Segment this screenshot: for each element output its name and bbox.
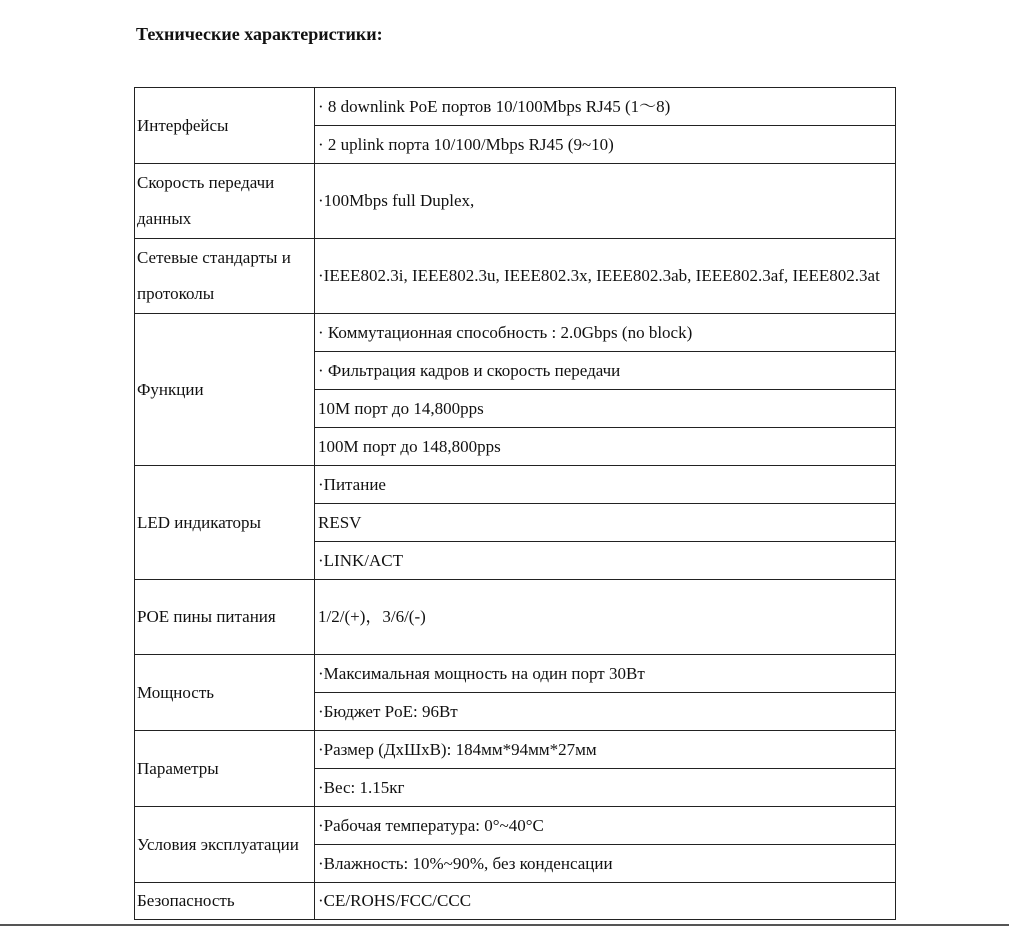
row-value-params-1: ·Размер (ДхШхВ): 184мм*94мм*27мм <box>315 731 896 769</box>
row-value-led-3: ·LINK/ACT <box>315 542 896 580</box>
row-value-conditions-1: ·Рабочая температура: 0°~40°C <box>315 807 896 845</box>
row-value-conditions-2: ·Влажность: 10%~90%, без конденсации <box>315 845 896 883</box>
row-value-functions-3: 10M порт до 14,800pps <box>315 390 896 428</box>
row-label-params: Параметры <box>135 731 315 807</box>
row-value-led-2: RESV <box>315 504 896 542</box>
row-label-functions: Функции <box>135 314 315 466</box>
spec-table <box>134 87 896 920</box>
row-value-power-2: ·Бюджет PoE: 96Вт <box>315 693 896 731</box>
row-value-poe-pins: 1/2/(+)，3/6/(-) <box>315 580 896 655</box>
row-label-speed: Скорость передачи данных <box>135 164 315 239</box>
table-row <box>135 883 896 920</box>
row-value-safety: ·CE/ROHS/FCC/CCC <box>315 883 896 920</box>
page-title: Технические характеристики: <box>136 24 383 44</box>
row-label-poe-pins: POE пины питания <box>135 580 315 655</box>
row-label-safety: Безопасность <box>135 883 315 920</box>
table-row <box>135 731 896 769</box>
row-value-speed: ·100Mbps full Duplex, <box>315 164 896 239</box>
row-value-interfaces-1: · 8 downlink PoE портов 10/100Mbps RJ45 (1～8) <box>315 88 896 126</box>
row-value-power-1: ·Максимальная мощность на один порт 30Вт <box>315 655 896 693</box>
table-row <box>135 239 896 314</box>
table-row <box>135 314 896 352</box>
page-bottom-divider <box>0 924 1009 926</box>
row-label-power: Мощность <box>135 655 315 731</box>
row-label-led: LED индикаторы <box>135 466 315 580</box>
table-row <box>135 807 896 845</box>
row-value-led-1: ·Питание <box>315 466 896 504</box>
row-value-functions-1: · Коммутационная способность : 2.0Gbps (no block) <box>315 314 896 352</box>
row-value-params-2: ·Вес: 1.15кг <box>315 769 896 807</box>
row-value-functions-4: 100M порт до 148,800pps <box>315 428 896 466</box>
table-row <box>135 88 896 126</box>
table-row <box>135 466 896 504</box>
row-label-conditions: Условия эксплуатации <box>135 807 315 883</box>
row-value-standards: ·IEEE802.3i, IEEE802.3u, IEEE802.3x, IEEE802.3ab, IEEE802.3af, IEEE802.3at <box>315 239 896 314</box>
table-row <box>135 655 896 693</box>
row-value-interfaces-2: · 2 uplink порта 10/100/Mbps RJ45 (9~10) <box>315 126 896 164</box>
row-label-standards: Сетевые стандарты и протоколы <box>135 239 315 314</box>
table-row <box>135 580 896 655</box>
table-row <box>135 164 896 239</box>
row-label-interfaces: Интерфейсы <box>135 88 315 164</box>
row-value-functions-2: · Фильтрация кадров и скорость передачи <box>315 352 896 390</box>
